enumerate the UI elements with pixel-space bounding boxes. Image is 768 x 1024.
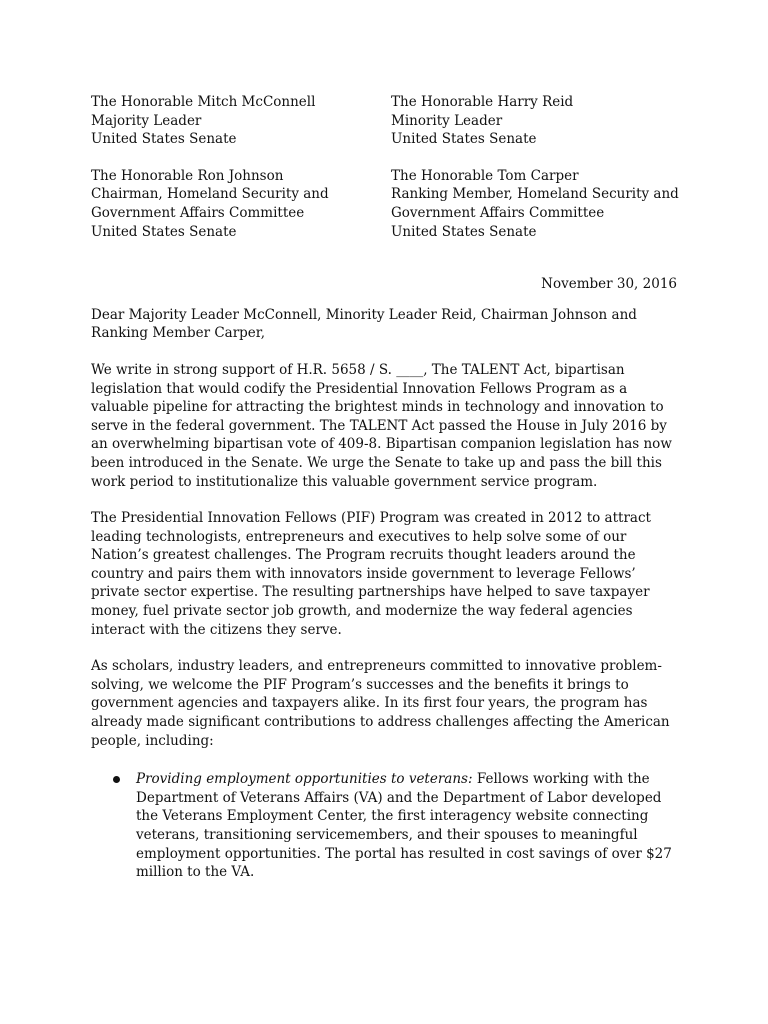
- body-paragraph: As scholars, industry leaders, and entrepreneurs committed to innovative problem-solving, we welcome the PIF Program’s successes and the benefits it brings to government agencies and taxpayers alike. In its first four years, the program has already made significant contributions to address challenges affecting the American people, including:: [91, 658, 670, 749]
- list-item: [91, 770, 681, 882]
- addressee-line: Minority Leader: [391, 112, 503, 129]
- addressee-line: United States Senate: [391, 131, 537, 148]
- addressee-line: The Honorable Ron Johnson: [91, 167, 284, 184]
- addressee-reid: [391, 93, 681, 149]
- addressee-line: Ranking Member, Homeland Security and: [391, 186, 679, 203]
- addressee-line: The Honorable Mitch McConnell: [91, 94, 316, 110]
- addressee-line: The Honorable Tom Carper: [391, 167, 579, 184]
- contributions-list: [91, 770, 681, 882]
- addressee-carper: [391, 167, 681, 241]
- bullet-lead-in: Providing employment opportunities to veterans:: [136, 771, 473, 788]
- letter-date: November 30, 2016: [541, 276, 677, 293]
- addressee-line: Government Affairs Committee: [391, 204, 605, 221]
- body-paragraph: We write in strong support of H.R. 5658 / S. ____, The TALENT Act, bipartisan legislation that would codify the Presidential Innovation Fellows Program as a valuable pipeline for attracting the brightest minds in technology and innovation to serve in the federal government. The TALENT Act passed the House in July 2016 by an overwhelming bipartisan vote of 409-8. Bipartisan companion legislation has now been introduced in the Senate. We urge the Senate to take up and pass the bill this work period to institutionalize this valuable government service program.: [91, 361, 672, 490]
- addressee-mcconnell: [91, 93, 391, 149]
- bullet-icon: [113, 776, 120, 783]
- addressee-johnson: [91, 167, 391, 241]
- addressee-line: United States Senate: [91, 131, 237, 148]
- body-paragraph: The Presidential Innovation Fellows (PIF) Program was created in 2012 to attract leading technologists, entrepreneurs and executives to help solve some of our Nation’s greatest challenges. The Program recruits thought leaders around the country and pairs them with innovators inside government to leverage Fellows’ private sector expertise. The resulting partnerships have helped to save taxpayer money, fuel private sector job growth, and modernize the way federal agencies interact with the citizens they serve.: [91, 510, 651, 638]
- salutation: Dear Majority Leader McConnell, Minority Leader Reid, Chairman Johnson and Ranking Member Carper,: [91, 306, 637, 342]
- addressee-line: Government Affairs Committee: [91, 204, 305, 221]
- addressee-line: United States Senate: [91, 223, 237, 240]
- addressee-line: United States Senate: [391, 223, 537, 240]
- bullet-text: Fellows working with the Department of Veterans Affairs (VA) and the Department of Labor developed the Veterans Employment Center, the first interagency website connecting veterans, transitioning servicemembers, and their spouses to meaningful employment opportunities. The portal has resulted in cost savings of over $27 million to the VA.: [136, 771, 672, 881]
- addressee-line: The Honorable Harry Reid: [391, 94, 574, 110]
- letter-page: [91, 93, 681, 882]
- addressee-line: Chairman, Homeland Security and: [91, 186, 329, 203]
- addressee-block: [91, 93, 681, 241]
- addressee-line: Majority Leader: [91, 112, 202, 129]
